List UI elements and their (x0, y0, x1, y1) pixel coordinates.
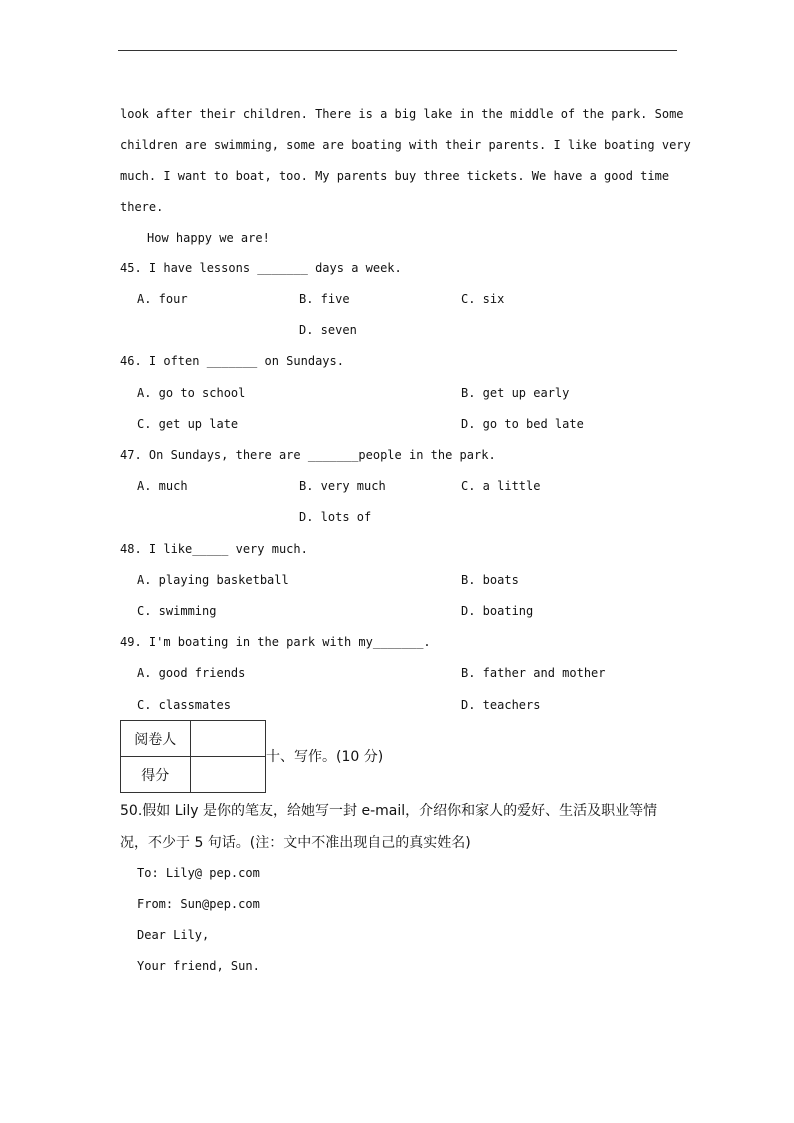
option: D. teachers (461, 698, 541, 712)
option: A. four (137, 292, 188, 306)
option: B. five (299, 292, 350, 306)
passage-line: there. (120, 200, 164, 214)
option: D. go to bed late (461, 417, 584, 431)
option: A. good friends (137, 666, 246, 680)
score-label: 得分 (121, 757, 191, 793)
email-signoff: Your friend, Sun. (137, 959, 260, 973)
writing-prompt-line: 50.假如 Lily 是你的笔友，给她写一封 e-mail，介绍你和家人的爱好、生活及职业等情 (120, 803, 658, 819)
question-45-stem: 45. I have lessons _______ days a week. (120, 261, 402, 275)
writing-prompt-line: 况，不少于 5 句话。(注：文中不准出现自己的真实姓名) (120, 835, 471, 851)
option: C. six (461, 292, 505, 306)
option: A. playing basketball (137, 573, 289, 587)
option: C. get up late (137, 417, 239, 431)
option: D. seven (299, 323, 357, 337)
option: D. lots of (299, 510, 372, 524)
option: C. swimming (137, 604, 217, 618)
question-49-stem: 49. I'm boating in the park with my_______. (120, 635, 431, 649)
option: A. go to school (137, 386, 246, 400)
passage-line: much. I want to boat, too. My parents buy three tickets. We have a good time (120, 169, 670, 183)
question-47-stem: 47. On Sundays, there are _______people in the park. (120, 448, 496, 462)
section-title: 十、写作。(10 分) (266, 749, 384, 765)
grader-blank (190, 721, 265, 757)
grader-label: 阅卷人 (121, 721, 191, 757)
option: A. much (137, 479, 188, 493)
option: C. classmates (137, 698, 231, 712)
question-46-stem: 46. I often _______ on Sundays. (120, 354, 344, 368)
score-box (120, 720, 266, 793)
question-48-stem: 48. I like_____ very much. (120, 542, 308, 556)
passage-line: look after their children. There is a big lake in the middle of the park. Some (120, 107, 684, 121)
score-blank (190, 757, 265, 793)
option: D. boating (461, 604, 534, 618)
email-greeting: Dear Lily, (137, 928, 210, 942)
header-rule (118, 50, 677, 51)
option: C. a little (461, 479, 541, 493)
option: B. father and mother (461, 666, 606, 680)
passage-closing: How happy we are! (147, 231, 270, 245)
option: B. boats (461, 573, 519, 587)
option: B. very much (299, 479, 386, 493)
passage-line: children are swimming, some are boating with their parents. I like boating very (120, 138, 691, 152)
email-to: To: Lily@ pep.com (137, 866, 260, 880)
email-from: From: Sun@pep.com (137, 897, 260, 911)
option: B. get up early (461, 386, 570, 400)
